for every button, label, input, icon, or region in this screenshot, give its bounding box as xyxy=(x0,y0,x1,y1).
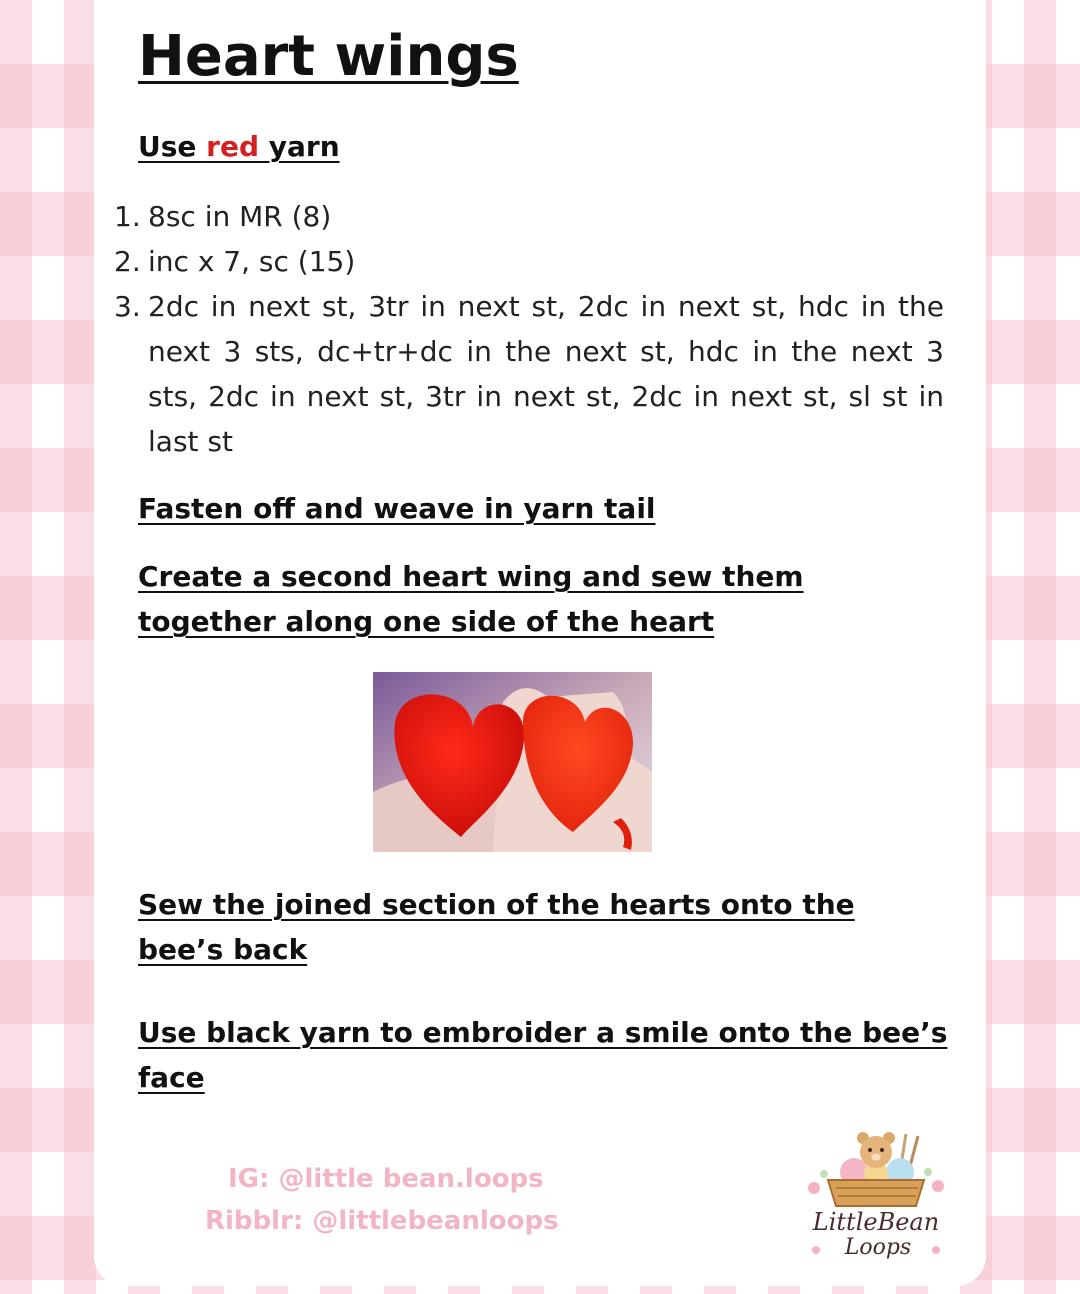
step-text: 8sc in MR (8) xyxy=(148,200,332,233)
yarn-heading-prefix: Use xyxy=(138,130,207,163)
yarn-heading-suffix: yarn xyxy=(258,130,340,163)
page-title: Heart wings xyxy=(138,24,519,89)
heart-wings-photo xyxy=(373,672,652,852)
step-number: 2. xyxy=(114,245,141,278)
fasten-off-instruction: Fasten off and weave in yarn tail xyxy=(138,492,656,525)
step-item xyxy=(114,284,944,464)
ribblr-handle: Ribblr: @littlebeanloops xyxy=(205,1206,559,1236)
second-wing-instruction: Create a second heart wing and sew them together along one side of the heart xyxy=(138,560,804,638)
logo-line-1: LittleBean xyxy=(812,1208,940,1236)
logo-line-2: Loops xyxy=(844,1235,912,1260)
sew-instruction: Sew the joined section of the hearts onto the bee’s back xyxy=(138,888,855,966)
step-item xyxy=(114,194,944,239)
step-text: inc x 7, sc (15) xyxy=(148,245,356,278)
little-bean-loops-logo xyxy=(796,1126,956,1262)
step-number: 3. xyxy=(114,290,141,323)
step-item xyxy=(114,239,944,284)
step-number: 1. xyxy=(114,200,141,233)
pattern-steps xyxy=(114,194,944,464)
smile-instruction: Use black yarn to embroider a smile onto the bee’s face xyxy=(138,1016,948,1094)
yarn-heading xyxy=(138,124,948,169)
yarn-color-word: red xyxy=(206,130,259,163)
instagram-handle: IG: @little bean.loops xyxy=(228,1164,544,1194)
step-text: 2dc in next st, 3tr in next st, 2dc in next st, hdc in the next 3 sts, dc+tr+dc in the next st, hdc in the next 3 sts, 2dc in next st, 3tr in next st, 2dc in next st, sl st in last st xyxy=(148,290,944,458)
